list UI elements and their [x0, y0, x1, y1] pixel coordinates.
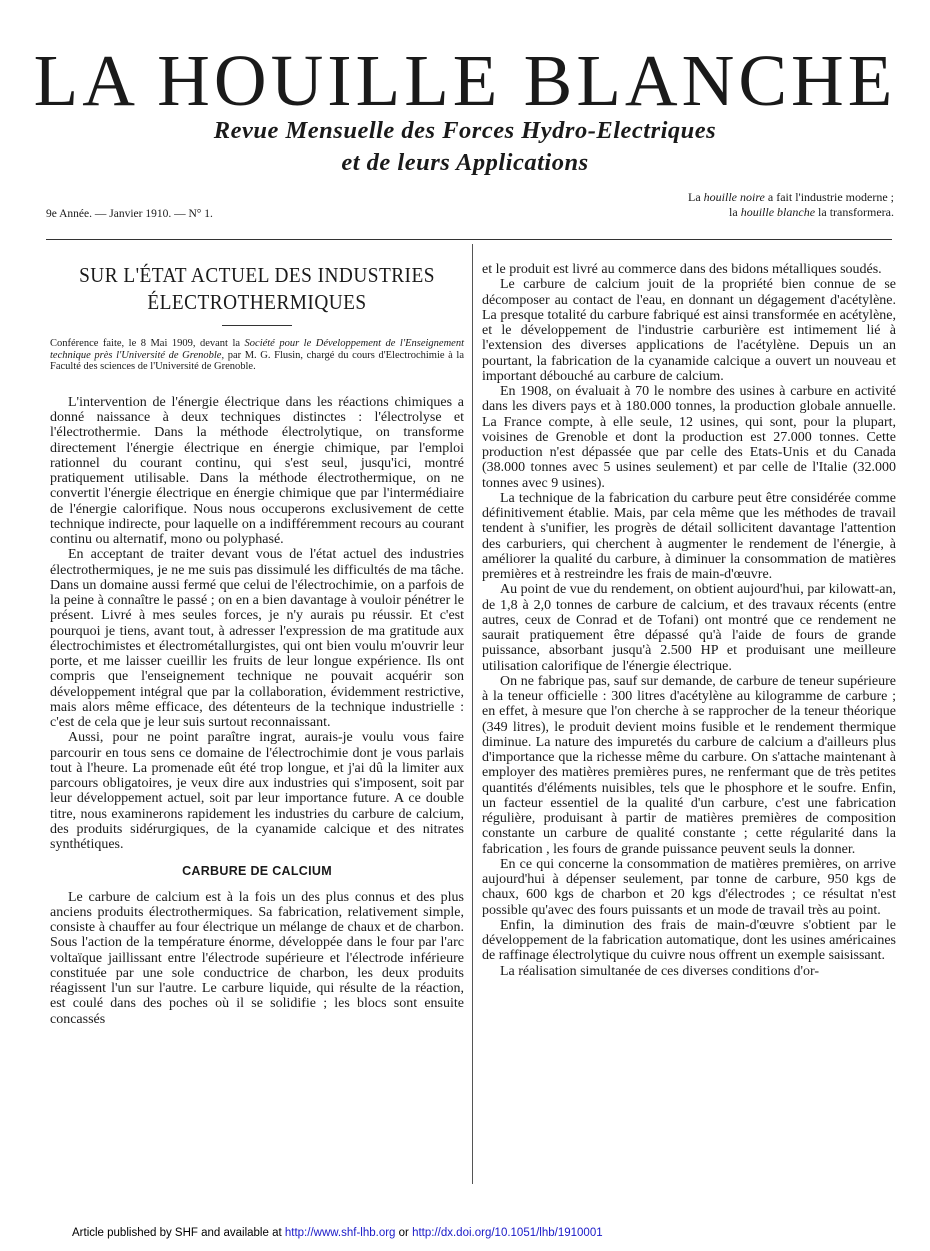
left-column: [50, 262, 464, 1027]
header-rule: [46, 239, 892, 240]
paragraph-continuation: et le produit est livré au commerce dans des bidons métalliques soudés.: [482, 262, 882, 277]
footer-prefix: Article published by SHF and available at: [72, 1227, 285, 1239]
issue-line: 9e Année. — Janvier 1910. — N° 1.: [46, 208, 213, 220]
motto-line1-em: houille noire: [703, 190, 765, 204]
paragraph: La technique de la fabrication du carbure peut être considérée comme définitivement établie. Mais, par cela même que les méthodes de travail tendent à s'unifier, les progrès de détail sollicitent davantage l'attention des carburiers, qui cherchent à augmenter le rendement de l'énergie, à améliorer la qualité du carbure, à diminuer la consommation de matières premières et à restreindre les frais de main-d'œuvre.: [482, 490, 896, 582]
paragraph: En acceptant de traiter devant vous de l'état actuel des industries électrothermiques, je ne me suis pas dissimulé les difficultés de ma tâche. Dans un domaine aussi fermé que celui de l'électrochimie, on a parfois de la peine à connaître le passé ; on en a bien davantage à vouloir pénétrer le présent. Livré à mes seules forces, je n'y aurais pu réussir. Et c'est pourquoi je tiens, avant tout, à adresser l'expression de ma gratitude aux électrochimistes et électrométallurgistes, qui ont bien voulu m'ouvrir leur porte, et me laisser cueillir les fruits de leur longue expérience. Ils ont compris que l'enseignement technique ne pouvait acquérir son développement intégral que par la collaboration, évidemment restrictive, mais alors même efficace, des détenteurs de la technique industrielle : c'est de cela que je leur suis surtout reconnaissant.: [50, 547, 464, 731]
journal-subtitle-line1: Revue Mensuelle des Forces Hydro-Electriques: [213, 117, 717, 144]
journal-subtitle-line2: et de leurs Applications: [341, 149, 589, 176]
motto-line1: [688, 190, 894, 205]
footer-middle: or: [395, 1227, 413, 1239]
paragraph: Aussi, pour ne point paraître ingrat, aurais-je voulu vous faire parcourir en tous sens ce domaine de l'électrochimie dont je vous parlais tout à l'heure. La promenade eût été trop longue, et j'ai dû la limiter aux parcours obligatoires, je veux dire aux industries qui s'imposent, soit par leur développement actuel, soit par leur importance future. A ce double titre, nous examinerons rapidement les industries du carbure de calcium, des produits sidérurgiques, de la cyanamide calcique et des nitrates synthétiques.: [50, 730, 464, 853]
section-heading: CARBURE DE CALCIUM: [182, 864, 332, 879]
article-title: [67, 262, 448, 316]
motto-line1-pre: La: [688, 190, 704, 204]
motto-line2-pre: la: [729, 205, 741, 219]
motto: [688, 190, 894, 220]
motto-line2-post: la transformera.: [815, 205, 894, 219]
publication-footer: [72, 1227, 603, 1239]
journal-title: LA HOUILLE BLANCHE: [33, 40, 897, 121]
paragraph: On ne fabrique pas, sauf sur demande, de carbure de teneur supérieure à la teneur officielle : 300 litres d'acétylène au kilogramme de carbure ; en effet, à mesure que l'on cherche à se rapprocher de la teneur théorique (349 litres), le produit devient moins fusible et le rendement thermique diminue. La nature des impuretés du carbure de calcium a d'ailleurs plus d'importance que la richesse même du carbure. On s'attache maintenant à employer des matières premières pures, ne renfermant que de très petites quantités d'éléments nuisibles, tels que le phosphore et le soufre. Enfin, un facteur essentiel de la qualité d'un carbure, c'est une fabrication régulière, produisant à partir de matières premières de composition constante un carbure de qualité constante ; cette régularité dans la fabrication , les fours de grande puissance peuvent seuls la donner.: [482, 673, 896, 857]
motto-line2-em: houille blanche: [740, 205, 816, 219]
conference-note: [50, 338, 464, 373]
motto-line1-post: a fait l'industrie moderne ;: [764, 190, 894, 204]
shf-link[interactable]: http://www.shf-lhb.org: [284, 1227, 396, 1239]
paragraph: Enfin, la diminution des frais de main-d'œuvre s'obtient par le développement de la fabrication automatique, dont les usines américaines de raffinage électrolytique du cuivre nous offrent un exemple saisissant.: [482, 917, 896, 964]
conference-note-em: Société pour le Développement de l'Enseignement technique près l'Université de Grenoble,: [50, 338, 464, 361]
paragraph: En 1908, on évaluait à 70 le nombre des usines à carbure en activité dans les divers pays et à 180.000 tonnes, la production globale annuelle. La France compte, à elle seule, 12 usines, qui sont, pour la plupart, voisines de Grenoble et dont la production est 27.000 tonnes. Cette production n'est dépassée que par celle des Etats-Unis et du Canada (38.000 tonnes avec 5 usines seulement) et par celle de l'Italie (32.000 tonnes avec 9 usines).: [482, 384, 896, 491]
conference-note-post: par M. G. Flusin, chargé du cours d'Electrochimie à la Faculté des sciences de l'Université de Grenoble.: [50, 349, 464, 373]
conference-note-pre: Conférence faite, le 8 Mai 1909, devant la: [50, 338, 245, 349]
title-rule: [222, 325, 292, 326]
column-divider: [472, 244, 473, 1184]
paragraph: Au point de vue du rendement, on obtient aujourd'hui, par kilowatt-an, de 1,8 à 2,0 tonnes de carbure de calcium, et des travaux récents (entre autres, ceux de Conrad et de Tofani) ont montré que ce rendement ne saurait pratiquement être dépassé qu'à l'aide de fours de grande puissance, absorbant jusqu'à 2.500 HP et produisant une meilleure utilisation calorifique de l'énergie électrique.: [482, 582, 896, 674]
paragraph: L'intervention de l'énergie électrique dans les réactions chimiques a donné naissance à deux techniques distinctes : l'électrolyse et l'électrothermie. Dans la méthode électrolytique, on transforme directement l'énergie électrique en énergie chimique, par l'emploi rationnel du courant continu, qui s'est seul, jusqu'ici, montré pratiquement utilisable. Dans la méthode électrothermique, on ne convertit l'énergie électrique en énergie chimique que par l'intermédiaire de l'énergie calorifique. Nous nous occuperons exclusivement de cette technique indirecte, pour laquelle on a indifféremment recours au courant continu ou alternatif, mono ou polyphasé.: [50, 394, 464, 548]
motto-line2: [688, 205, 894, 220]
article-title-line1: SUR L'ÉTAT ACTUEL DES INDUSTRIES: [79, 263, 435, 287]
paragraph: En ce qui concerne la consommation de matières premières, on arrive aujourd'hui à dépenser seulement, par tonne de carbure, 950 kgs de chaux, 600 kgs de charbon et 20 kgs d'électrodes ; ce résultat n'est possible qu'avec des fours puissants et un mode de travail très au point.: [482, 856, 896, 918]
article-title-line2: ÉLECTROTHERMIQUES: [147, 290, 367, 314]
doi-link[interactable]: http://dx.doi.org/10.1051/lhb/1910001: [412, 1227, 603, 1239]
paragraph: Le carbure de calcium est à la fois un des plus connus et des plus anciens produits électrothermiques. Sa fabrication, relativement simple, consiste à chauffer au four électrique un mélange de chaux et de charbon. Sous l'action de la température énorme, développée dans le four par l'arc voltaïque jaillissant entre l'électrode supérieure et l'électrode inférieure constituée par une sole conductrice de charbon, les deux produits réagissent l'un sur l'autre. Le carbure liquide, qui résulte de la réaction, est coulé dans des poches où il se solidifie ; les blocs sont ensuite concassés: [50, 889, 464, 1027]
paragraph: Le carbure de calcium jouit de la propriété bien connue de se décomposer au contact de l'eau, en donnant un dégagement d'acétylène. La presque totalité du carbure fabriqué est ainsi transformée en acétylène, et le développement de l'industrie carburière est intimement lié à l'extension des diverses applications de l'acétylène. Depuis un an pourtant, la fabrication de la cyanamide calcique a ouvert un nouveau et important débouché au carbure de calcium.: [482, 277, 896, 384]
paragraph: La réalisation simultanée de ces diverses conditions d'or-: [500, 963, 820, 979]
right-column: [482, 262, 896, 979]
